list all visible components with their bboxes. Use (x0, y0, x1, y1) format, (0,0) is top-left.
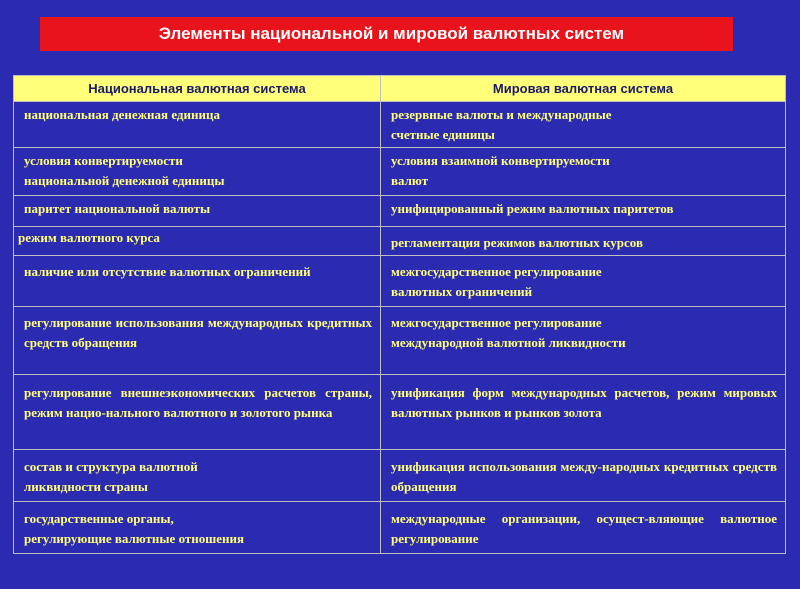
slide-title: Элементы национальной и мировой валютных систем (40, 17, 733, 51)
comparison-table (13, 75, 786, 554)
table-row (14, 307, 786, 375)
cell-national: государственные органы, регулирующие валютные отношения (14, 502, 381, 554)
cell-national: регулирование внешнеэкономических расчетов страны, режим нацио-нального валютного и золотого рынка (14, 375, 381, 450)
cell-world: регламентация режимов валютных курсов (381, 227, 786, 256)
cell-national: наличие или отсутствие валютных ограничений (14, 256, 381, 307)
cell-national: условия конвертируемости национальной денежной единицы (14, 148, 381, 196)
table-row (14, 450, 786, 502)
cell-world: межгосударственное регулирование международной валютной ликвидности (381, 307, 786, 375)
header-national: Национальная валютная система (14, 76, 381, 102)
cell-world: условия взаимной конвертируемости валют (381, 148, 786, 196)
cell-world: унификация форм международных расчетов, режим мировых валютных рынков и рынков золота (381, 375, 786, 450)
table-row (14, 502, 786, 554)
cell-world: унификация использования между-народных кредитных средств обращения (381, 450, 786, 502)
table-row (14, 196, 786, 227)
cell-national: режим валютного курса (14, 227, 381, 256)
cell-world: международные организации, осущест-вляющие валютное регулирование (381, 502, 786, 554)
cell-national: состав и структура валютной ликвидности страны (14, 450, 381, 502)
cell-world: унифицированный режим валютных паритетов (381, 196, 786, 227)
cell-national: регулирование использования международных кредитных средств обращения (14, 307, 381, 375)
table-header-row (14, 76, 786, 102)
table-row (14, 256, 786, 307)
table-row (14, 148, 786, 196)
header-world: Мировая валютная система (381, 76, 786, 102)
cell-national: паритет национальной валюты (14, 196, 381, 227)
cell-world: резервные валюты и международные счетные единицы (381, 102, 786, 148)
table-row (14, 375, 786, 450)
table-row (14, 227, 786, 256)
table-row (14, 102, 786, 148)
cell-national: национальная денежная единица (14, 102, 381, 148)
cell-world: межгосударственное регулирование валютных ограничений (381, 256, 786, 307)
